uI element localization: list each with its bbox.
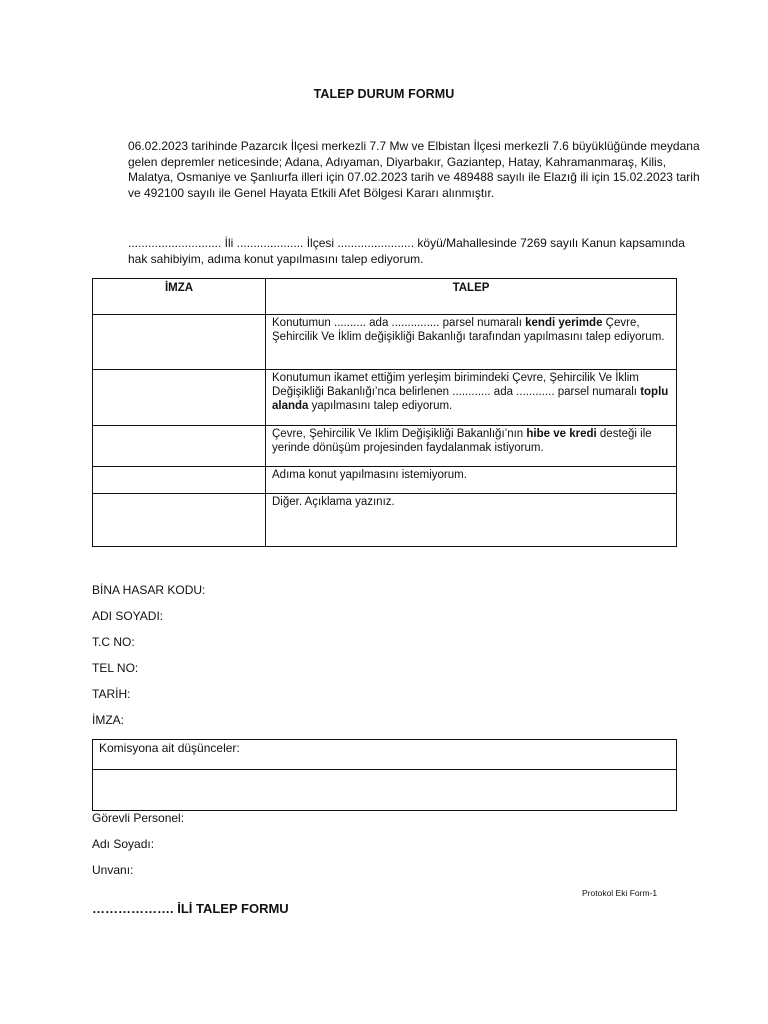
- table-row: [93, 370, 677, 426]
- signature-header: İMZA: [93, 279, 266, 315]
- signature-cell[interactable]: [93, 315, 266, 370]
- table-row: [93, 494, 677, 547]
- id-number-field[interactable]: T.C NO:: [92, 635, 135, 649]
- request-option-own-land: Konutumun .......... ada ............... parsel numaralı kendi yerimde Çevre, Şehircilik Ve İklim değişikliği Bakanlığı tarafından yapılmasını talep ediyorum.: [266, 315, 677, 370]
- form-title: TALEP DURUM FORMU: [313, 87, 455, 101]
- date-field[interactable]: TARİH:: [92, 687, 131, 701]
- staff-title-field[interactable]: Unvanı:: [92, 863, 134, 877]
- phone-number-field[interactable]: TEL NO:: [92, 661, 139, 675]
- name-surname-field[interactable]: ADI SOYADI:: [92, 609, 164, 623]
- table-row: [93, 426, 677, 467]
- building-damage-code-field[interactable]: BİNA HASAR KODU:: [92, 583, 206, 597]
- footer-title: ………………. İLİ TALEP FORMU: [92, 901, 289, 916]
- staff-name-field[interactable]: Adı Soyadı:: [92, 837, 155, 851]
- commission-box: [92, 739, 677, 811]
- signature-field[interactable]: İMZA:: [92, 713, 124, 727]
- signature-cell[interactable]: [93, 426, 266, 467]
- protocol-reference: Protokol Eki Form-1: [582, 888, 658, 898]
- request-option-collective-area: Konutumun ikamet ettiğim yerleşim birimindeki Çevre, Şehircilik Ve İklim Değişikliği Bakanlığı’nca belirlenen ............ ada ............ parsel numaralı toplu alanda yapılmasını talep ediyorum.: [266, 370, 677, 426]
- commission-notes-area[interactable]: [93, 770, 677, 811]
- signature-cell[interactable]: [93, 370, 266, 426]
- commission-label: Komisyona ait düşünceler:: [93, 740, 677, 770]
- signature-cell[interactable]: [93, 494, 266, 547]
- table-row: [93, 467, 677, 494]
- intro-paragraph: 06.02.2023 tarihinde Pazarcık İlçesi merkezli 7.7 Mw ve Elbistan İlçesi merkezli 7.6 büyüklüğünde meydana gelen depremler neticesinde; Adana, Adıyaman, Diyarbakır, Gaziantep, Hatay, Kahramanmaraş, Kilis, Malatya, Osmaniye ve Şanlıurfa illeri için 07.02.2023 tarih ve 489488 sayılı ile Elazığ ili için 15.02.2023 tarih ve 492100 sayılı ile Genel Hayata Etkili Afet Bölgesi Kararı alınmıştır.: [128, 139, 700, 200]
- request-option-grant-credit: Çevre, Şehircilik Ve Iklim Değişikliği Bakanlığı’nın hibe ve kredi desteği ile yerinde dönüşüm projesinden faydalanmak istiyorum.: [266, 426, 677, 467]
- table-header-row: [93, 279, 677, 315]
- request-header: TALEP: [266, 279, 677, 315]
- request-option-decline: Adıma konut yapılmasını istemiyorum.: [266, 467, 677, 494]
- request-option-other[interactable]: Diğer. Açıklama yazınız.: [266, 494, 677, 547]
- staff-label: Görevli Personel:: [92, 811, 185, 825]
- request-table: [92, 278, 677, 547]
- request-paragraph: ............................ İli .................... İlçesi ....................... köyü/Mahallesinde 7269 sayılı Kanun kapsamında hak sahibiyim, adıma konut yapılmasını talep ediyorum.: [128, 236, 685, 266]
- signature-cell[interactable]: [93, 467, 266, 494]
- table-row: [93, 315, 677, 370]
